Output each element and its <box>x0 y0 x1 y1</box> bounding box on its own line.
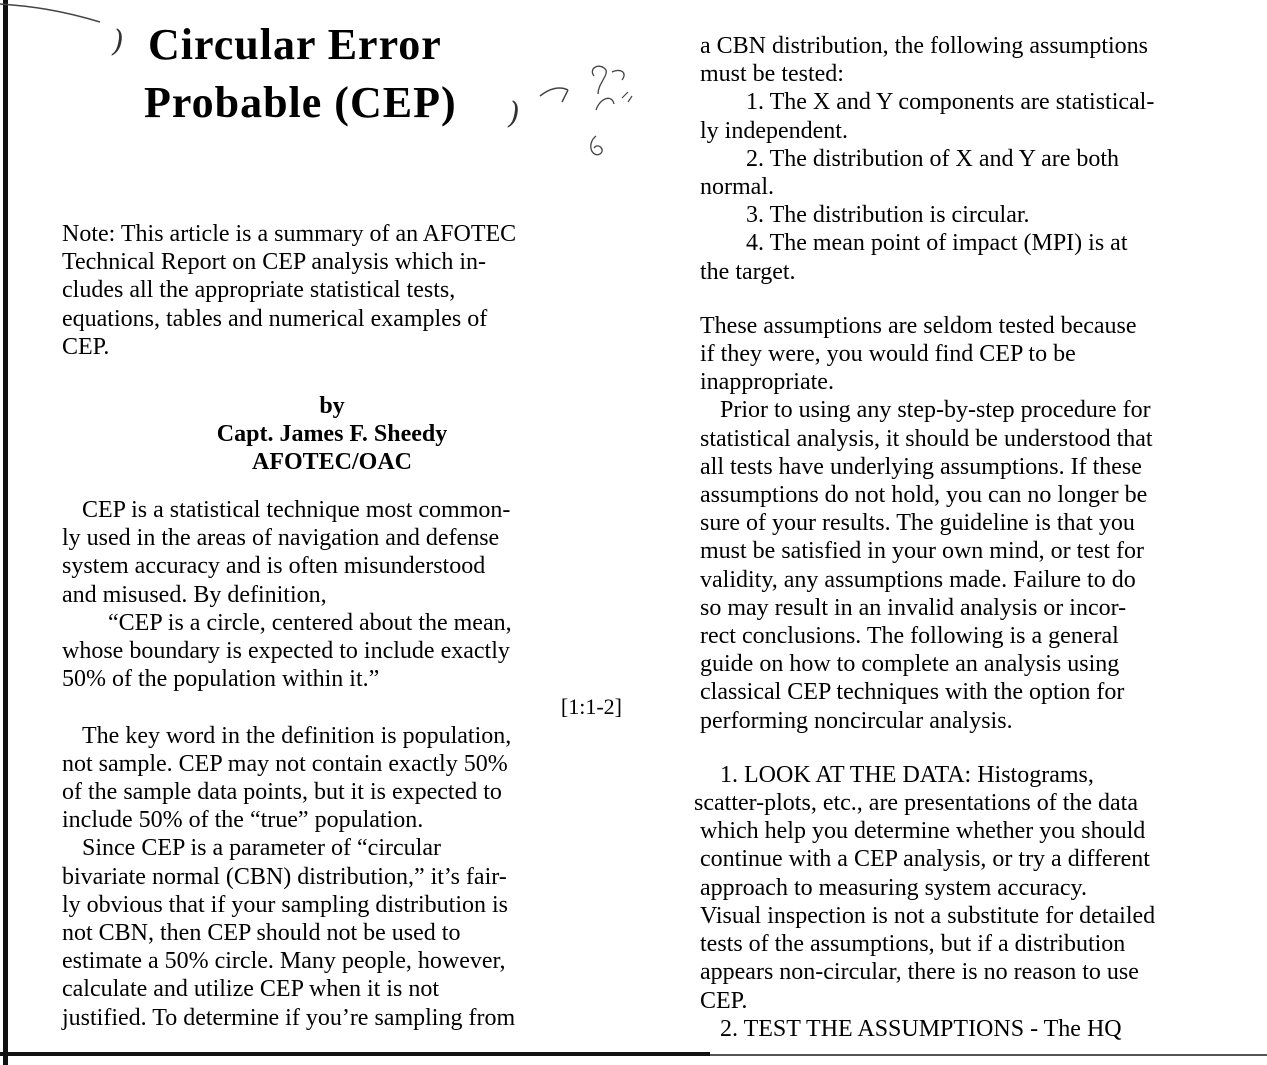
body-line: include 50% of the “true” population. <box>62 807 424 834</box>
body-line: of the sample data points, but it is expected to <box>62 779 502 806</box>
body-line: must be tested: <box>700 61 844 88</box>
body-line: justified. To determine if you’re sampling from <box>62 1004 516 1031</box>
body-line: system accuracy and is often misunderstood <box>62 553 486 580</box>
body-line: estimate a 50% circle. Many people, however, <box>62 948 506 975</box>
note-line: equations, tables and numerical examples of <box>62 305 488 332</box>
body-line: bivariate normal (CBN) distribution,” it’s fair- <box>62 863 507 890</box>
body-line: sure of your results. The guideline is that you <box>700 510 1135 537</box>
step-1-line: appears non-circular, there is no reason to use <box>700 959 1139 986</box>
page-border-bottom <box>0 1052 710 1056</box>
byline-org: AFOTEC/OAC <box>251 449 412 476</box>
body-line: ly used in the areas of navigation and defense <box>62 525 500 552</box>
page-border-left <box>3 0 8 1065</box>
step-1-line: 1. LOOK AT THE DATA: Histograms, <box>720 761 1094 788</box>
body-line: rect conclusions. The following is a general <box>700 623 1119 650</box>
byline-author: Capt. James F. Sheedy <box>216 421 448 448</box>
step-1-line: approach to measuring system accuracy. <box>700 874 1087 901</box>
definition-quote-line: “CEP is a circle, centered about the mean, <box>108 609 512 636</box>
step-2-line: 2. TEST THE ASSUMPTIONS - The HQ <box>720 1015 1122 1042</box>
body-line: guide on how to complete an analysis using <box>700 651 1120 678</box>
step-1-line: which help you determine whether you should <box>700 818 1146 845</box>
assumption-item: normal. <box>700 174 774 201</box>
body-line: Since CEP is a parameter of “circular <box>82 835 441 862</box>
note-line: Note: This article is a summary of an AFOTEC <box>62 221 517 247</box>
body-line: if they were, you would find CEP to be <box>700 341 1076 368</box>
body-line: a CBN distribution, the following assumptions <box>700 33 1148 59</box>
body-line: must be satisfied in your own mind, or test for <box>700 538 1144 565</box>
right-column-body <box>694 32 1260 1043</box>
step-1-line: Visual inspection is not a substitute for detailed <box>700 902 1156 929</box>
assumption-item: 3. The distribution is circular. <box>746 202 1030 229</box>
body-line: and misused. By definition, <box>62 581 327 608</box>
step-1-line: scatter-plots, etc., are presentations of the data <box>694 790 1138 817</box>
body-line: not CBN, then CEP should not be used to <box>62 920 461 947</box>
assumption-item: 4. The mean point of impact (MPI) is at <box>746 230 1128 257</box>
step-1-line: tests of the assumptions, but if a distribution <box>700 931 1126 958</box>
left-column-body <box>62 496 622 1032</box>
body-line: so may result in an invalid analysis or incor- <box>700 594 1127 621</box>
body-line: calculate and utilize CEP when it is not <box>62 976 440 1003</box>
article-title <box>144 16 457 132</box>
handwritten-scribble <box>536 58 666 168</box>
assumption-item: 2. The distribution of X and Y are both <box>746 145 1120 172</box>
body-line: CEP is a statistical technique most common- <box>82 497 511 523</box>
body-line: statistical analysis, it should be understood that <box>700 425 1153 452</box>
assumption-item: 1. The X and Y components are statistical- <box>746 89 1155 116</box>
body-line: validity, any assumptions made. Failure to do <box>700 566 1136 593</box>
title-line-2: Probable (CEP) <box>144 78 457 127</box>
step-1-line: continue with a CEP analysis, or try a different <box>700 846 1150 873</box>
body-line: These assumptions are seldom tested because <box>700 312 1137 339</box>
definition-quote-line: whose boundary is expected to include exactly <box>62 638 510 665</box>
body-line: all tests have underlying assumptions. If these <box>700 453 1142 480</box>
byline <box>62 392 642 477</box>
assumption-item: ly independent. <box>700 117 848 144</box>
body-line: classical CEP techniques with the option for <box>700 679 1125 706</box>
body-line: assumptions do not hold, you can no longer be <box>700 482 1148 509</box>
citation: [1:1-2] <box>560 694 622 720</box>
assumption-item: the target. <box>700 258 796 285</box>
handwritten-mark-2: ) <box>508 96 520 131</box>
note-line: CEP. <box>62 333 110 360</box>
byline-by: by <box>319 393 345 419</box>
note-line: Technical Report on CEP analysis which in- <box>62 249 487 276</box>
body-line: Prior to using any step-by-step procedure for <box>720 397 1151 424</box>
body-line: performing noncircular analysis. <box>700 707 1013 734</box>
body-line: inappropriate. <box>700 369 834 396</box>
handwritten-mark-1: ) <box>112 24 124 59</box>
body-line: not sample. CEP may not contain exactly 50% <box>62 750 508 777</box>
corner-scratch-mark <box>0 0 110 40</box>
body-line: ly obvious that if your sampling distribution is <box>62 891 508 918</box>
definition-quote-line: 50% of the population within it.” <box>62 666 380 693</box>
body-line: The key word in the definition is population, <box>82 722 512 749</box>
title-line-1: Circular Error <box>148 20 442 69</box>
step-1-line: CEP. <box>700 987 748 1014</box>
note-line: cludes all the appropriate statistical tests, <box>62 277 456 304</box>
editor-note <box>62 220 642 361</box>
page-border-bottom-right <box>710 1054 1267 1056</box>
